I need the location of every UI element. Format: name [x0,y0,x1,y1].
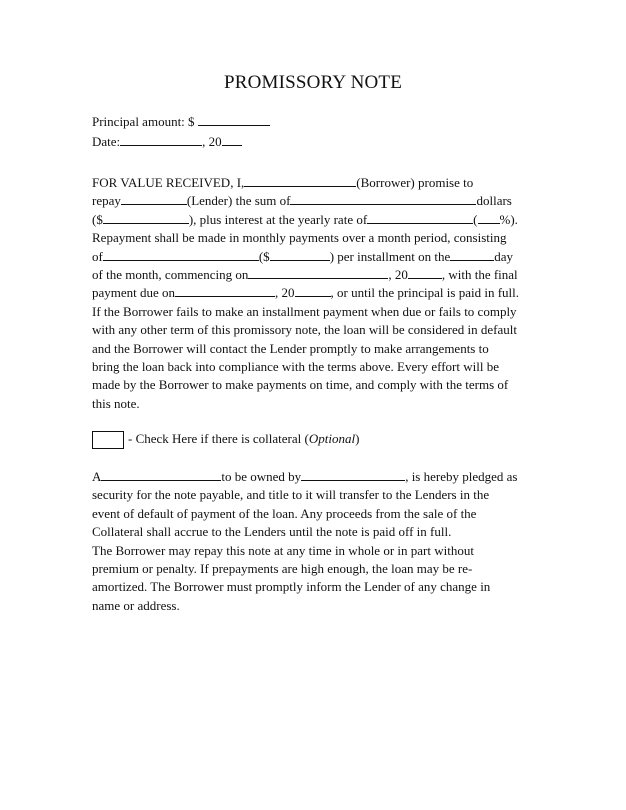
collateral-owner-blank[interactable] [301,468,405,481]
collateral-item-blank[interactable] [101,468,221,481]
lender-name-blank[interactable] [121,192,187,205]
final-payment-date-blank[interactable] [175,284,275,297]
collateral-checkbox[interactable] [92,431,124,449]
collateral-check-line: - Check Here if there is collateral (Optional) [92,430,359,449]
date-line: Date: , 20 [92,133,242,151]
installment-words-blank[interactable] [103,248,259,261]
principal-amount-line [92,113,270,131]
principal-amount-blank[interactable] [198,113,270,126]
collateral-paragraph: A to be owned by , is hereby pledged as security for the note payable, and title to it will transfer to the Lenders in the event of default of payment of the loan. Any proceeds from the sale of the Collateral shall accrue to the Lenders until the note is paid off in full. The Borrower may repay this note at any time in whole or in part without premium or penalty. If prepayments are high enough, the loan may be re- amortized. The Borrower must promptly inform the Lender of any change in name or address. [92,469,518,613]
commencing-date-blank[interactable] [248,266,388,279]
collateral-check-label: - Check Here if there is collateral ( [128,431,309,446]
date-label: Date: [92,134,121,149]
sum-number-blank[interactable] [103,211,189,224]
principal-label: Principal amount: $ [92,114,195,129]
interest-rate-words-blank[interactable] [367,211,473,224]
final-payment-year-blank[interactable] [295,284,331,297]
date-blank[interactable] [120,133,202,146]
date-year-blank[interactable] [222,133,242,146]
sum-words-blank[interactable] [290,192,476,205]
commencing-year-blank[interactable] [408,266,442,279]
borrower-name-blank[interactable] [244,174,356,187]
interest-rate-percent-blank[interactable] [478,211,500,224]
installment-number-blank[interactable] [270,248,330,261]
value-received-paragraph: FOR VALUE RECEIVED, I, (Borrower) promise to repay (Lender) the sum of dollars ($ ), plus interest at the yearly rate of ( %). Repayment shall be made in monthly payments over a month period, consisting of ($ ) per installment on the day of the month, commencing on , 20 , with the final payment due on , 20 , or until the principal is paid in full. If the Borrower fails to make an installment payment when due or fails to comply with any other term of this promissory note, the loan will be considered in default and the Borrower will contact the Lender promptly to make arrangements to bring the loan back into compliance with the terms above. Every effort will be made by the Borrower to make payments on time, and comply with the terms of this note. [92,175,520,411]
optional-label: Optional [308,431,356,446]
document-title: PROMISSORY NOTE [223,72,403,93]
installment-day-blank[interactable] [450,248,494,261]
